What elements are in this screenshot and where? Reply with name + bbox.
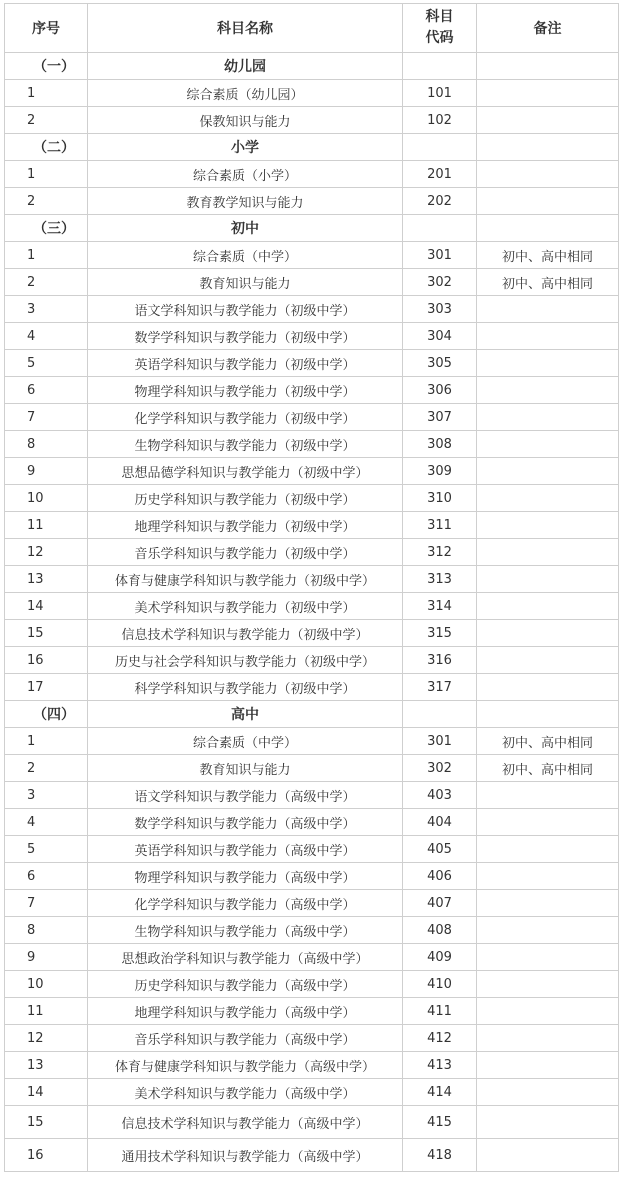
table-row bbox=[5, 1052, 619, 1079]
table-row bbox=[5, 647, 619, 674]
cell-note bbox=[477, 215, 619, 242]
cell-code bbox=[403, 701, 477, 728]
section-row bbox=[5, 701, 619, 728]
cell-seq: 5 bbox=[5, 350, 88, 377]
cell-note bbox=[477, 1079, 619, 1106]
cell-note: 初中、高中相同 bbox=[477, 728, 619, 755]
cell-seq: 7 bbox=[5, 890, 88, 917]
cell-seq: 14 bbox=[5, 1079, 88, 1106]
table-row bbox=[5, 809, 619, 836]
cell-seq: 4 bbox=[5, 809, 88, 836]
table-row bbox=[5, 242, 619, 269]
cell-seq: 3 bbox=[5, 296, 88, 323]
cell-seq: 8 bbox=[5, 431, 88, 458]
cell-seq: 2 bbox=[5, 269, 88, 296]
cell-code: 409 bbox=[403, 944, 477, 971]
cell-note bbox=[477, 647, 619, 674]
cell-note bbox=[477, 377, 619, 404]
cell-name: 历史学科知识与教学能力（高级中学） bbox=[88, 971, 403, 998]
cell-code: 309 bbox=[403, 458, 477, 485]
cell-name: 科学学科知识与教学能力（初级中学） bbox=[88, 674, 403, 701]
table-row bbox=[5, 80, 619, 107]
header-code-line1: 科目 bbox=[425, 9, 454, 25]
cell-code: 404 bbox=[403, 809, 477, 836]
cell-code: 317 bbox=[403, 674, 477, 701]
table-row bbox=[5, 998, 619, 1025]
cell-seq: 6 bbox=[5, 377, 88, 404]
cell-code: 403 bbox=[403, 782, 477, 809]
cell-note bbox=[477, 296, 619, 323]
cell-code: 302 bbox=[403, 269, 477, 296]
cell-name: 历史与社会学科知识与教学能力（初级中学） bbox=[88, 647, 403, 674]
cell-name: 生物学科知识与教学能力（高级中学） bbox=[88, 917, 403, 944]
cell-code: 102 bbox=[403, 107, 477, 134]
cell-seq: 14 bbox=[5, 593, 88, 620]
table-row bbox=[5, 917, 619, 944]
cell-seq: 10 bbox=[5, 971, 88, 998]
header-code bbox=[403, 4, 477, 53]
cell-code: 307 bbox=[403, 404, 477, 431]
cell-code bbox=[403, 134, 477, 161]
subject-table bbox=[4, 3, 619, 1172]
header-seq: 序号 bbox=[5, 4, 88, 53]
cell-name: 信息技术学科知识与教学能力（初级中学） bbox=[88, 620, 403, 647]
cell-note bbox=[477, 701, 619, 728]
table-row bbox=[5, 890, 619, 917]
cell-seq: 7 bbox=[5, 404, 88, 431]
table-row bbox=[5, 269, 619, 296]
cell-name: 保教知识与能力 bbox=[88, 107, 403, 134]
cell-note bbox=[477, 458, 619, 485]
section-row bbox=[5, 215, 619, 242]
header-name: 科目名称 bbox=[88, 4, 403, 53]
cell-name: 地理学科知识与教学能力（初级中学） bbox=[88, 512, 403, 539]
table-row bbox=[5, 350, 619, 377]
cell-seq: （三） bbox=[5, 215, 88, 242]
cell-note bbox=[477, 1139, 619, 1172]
cell-note bbox=[477, 1025, 619, 1052]
cell-code: 302 bbox=[403, 755, 477, 782]
cell-name: 高中 bbox=[88, 701, 403, 728]
cell-code: 305 bbox=[403, 350, 477, 377]
table-row bbox=[5, 431, 619, 458]
cell-note bbox=[477, 485, 619, 512]
cell-seq: 9 bbox=[5, 944, 88, 971]
cell-seq: 17 bbox=[5, 674, 88, 701]
cell-seq: 9 bbox=[5, 458, 88, 485]
cell-code: 201 bbox=[403, 161, 477, 188]
cell-code: 311 bbox=[403, 512, 477, 539]
cell-code: 415 bbox=[403, 1106, 477, 1139]
cell-note bbox=[477, 998, 619, 1025]
cell-note: 初中、高中相同 bbox=[477, 269, 619, 296]
table-row bbox=[5, 1025, 619, 1052]
cell-note bbox=[477, 539, 619, 566]
cell-note bbox=[477, 161, 619, 188]
cell-note bbox=[477, 1052, 619, 1079]
cell-seq: 12 bbox=[5, 1025, 88, 1052]
cell-name: 思想政治学科知识与教学能力（高级中学） bbox=[88, 944, 403, 971]
cell-seq: 10 bbox=[5, 485, 88, 512]
cell-code: 313 bbox=[403, 566, 477, 593]
cell-note bbox=[477, 404, 619, 431]
section-row bbox=[5, 134, 619, 161]
table-row bbox=[5, 620, 619, 647]
cell-note: 初中、高中相同 bbox=[477, 242, 619, 269]
cell-note bbox=[477, 107, 619, 134]
cell-note bbox=[477, 80, 619, 107]
cell-seq: 1 bbox=[5, 161, 88, 188]
cell-code: 412 bbox=[403, 1025, 477, 1052]
table-row bbox=[5, 377, 619, 404]
cell-name: 化学学科知识与教学能力（高级中学） bbox=[88, 890, 403, 917]
cell-name: 英语学科知识与教学能力（高级中学） bbox=[88, 836, 403, 863]
cell-name: 物理学科知识与教学能力（高级中学） bbox=[88, 863, 403, 890]
table-row bbox=[5, 755, 619, 782]
table-row bbox=[5, 512, 619, 539]
cell-name: 综合素质（中学） bbox=[88, 242, 403, 269]
cell-note bbox=[477, 323, 619, 350]
cell-name: 通用技术学科知识与教学能力（高级中学） bbox=[88, 1139, 403, 1172]
cell-seq: 16 bbox=[5, 647, 88, 674]
cell-name: 小学 bbox=[88, 134, 403, 161]
table-row bbox=[5, 566, 619, 593]
cell-note bbox=[477, 944, 619, 971]
cell-seq: （四） bbox=[5, 701, 88, 728]
cell-seq: 11 bbox=[5, 512, 88, 539]
table-row bbox=[5, 863, 619, 890]
cell-note bbox=[477, 350, 619, 377]
cell-code: 308 bbox=[403, 431, 477, 458]
cell-code: 418 bbox=[403, 1139, 477, 1172]
cell-code: 407 bbox=[403, 890, 477, 917]
cell-name: 地理学科知识与教学能力（高级中学） bbox=[88, 998, 403, 1025]
cell-note bbox=[477, 188, 619, 215]
cell-note bbox=[477, 593, 619, 620]
cell-seq: 4 bbox=[5, 323, 88, 350]
cell-code: 406 bbox=[403, 863, 477, 890]
cell-seq: 5 bbox=[5, 836, 88, 863]
table-row bbox=[5, 728, 619, 755]
table-row bbox=[5, 404, 619, 431]
cell-note bbox=[477, 782, 619, 809]
cell-name: 思想品德学科知识与教学能力（初级中学） bbox=[88, 458, 403, 485]
cell-seq: 1 bbox=[5, 728, 88, 755]
cell-note bbox=[477, 971, 619, 998]
cell-note bbox=[477, 836, 619, 863]
cell-name: 教育教学知识与能力 bbox=[88, 188, 403, 215]
header-note: 备注 bbox=[477, 4, 619, 53]
cell-code: 304 bbox=[403, 323, 477, 350]
cell-note bbox=[477, 134, 619, 161]
cell-code: 413 bbox=[403, 1052, 477, 1079]
cell-name: 音乐学科知识与教学能力（高级中学） bbox=[88, 1025, 403, 1052]
cell-code: 312 bbox=[403, 539, 477, 566]
cell-code: 414 bbox=[403, 1079, 477, 1106]
table-row bbox=[5, 971, 619, 998]
cell-name: 美术学科知识与教学能力（初级中学） bbox=[88, 593, 403, 620]
cell-seq: 13 bbox=[5, 566, 88, 593]
cell-name: 体育与健康学科知识与教学能力（初级中学） bbox=[88, 566, 403, 593]
cell-name: 初中 bbox=[88, 215, 403, 242]
cell-name: 英语学科知识与教学能力（初级中学） bbox=[88, 350, 403, 377]
cell-seq: 16 bbox=[5, 1139, 88, 1172]
cell-name: 化学学科知识与教学能力（初级中学） bbox=[88, 404, 403, 431]
cell-note bbox=[477, 512, 619, 539]
cell-note bbox=[477, 809, 619, 836]
cell-note bbox=[477, 917, 619, 944]
cell-code bbox=[403, 215, 477, 242]
subject-table-body bbox=[5, 4, 619, 1172]
cell-name: 综合素质（小学） bbox=[88, 161, 403, 188]
cell-seq: 3 bbox=[5, 782, 88, 809]
table-row bbox=[5, 782, 619, 809]
cell-seq: 6 bbox=[5, 863, 88, 890]
table-row bbox=[5, 1106, 619, 1139]
cell-seq: （二） bbox=[5, 134, 88, 161]
cell-name: 物理学科知识与教学能力（初级中学） bbox=[88, 377, 403, 404]
cell-code: 303 bbox=[403, 296, 477, 323]
cell-name: 音乐学科知识与教学能力（初级中学） bbox=[88, 539, 403, 566]
cell-seq: 1 bbox=[5, 80, 88, 107]
cell-code: 301 bbox=[403, 242, 477, 269]
table-row bbox=[5, 593, 619, 620]
cell-name: 数学学科知识与教学能力（高级中学） bbox=[88, 809, 403, 836]
section-row bbox=[5, 53, 619, 80]
cell-code: 410 bbox=[403, 971, 477, 998]
cell-name: 综合素质（中学） bbox=[88, 728, 403, 755]
cell-note bbox=[477, 674, 619, 701]
cell-seq: 2 bbox=[5, 107, 88, 134]
cell-note bbox=[477, 890, 619, 917]
cell-name: 语文学科知识与教学能力（高级中学） bbox=[88, 782, 403, 809]
cell-name: 幼儿园 bbox=[88, 53, 403, 80]
cell-name: 体育与健康学科知识与教学能力（高级中学） bbox=[88, 1052, 403, 1079]
table-row bbox=[5, 674, 619, 701]
cell-note bbox=[477, 566, 619, 593]
cell-seq: 15 bbox=[5, 620, 88, 647]
cell-name: 语文学科知识与教学能力（初级中学） bbox=[88, 296, 403, 323]
cell-name: 教育知识与能力 bbox=[88, 269, 403, 296]
cell-code: 314 bbox=[403, 593, 477, 620]
table-row bbox=[5, 944, 619, 971]
cell-code: 315 bbox=[403, 620, 477, 647]
cell-code: 202 bbox=[403, 188, 477, 215]
cell-code bbox=[403, 53, 477, 80]
cell-seq: 1 bbox=[5, 242, 88, 269]
cell-seq: 12 bbox=[5, 539, 88, 566]
header-code-line2: 代码 bbox=[425, 30, 454, 46]
cell-name: 教育知识与能力 bbox=[88, 755, 403, 782]
cell-name: 综合素质（幼儿园） bbox=[88, 80, 403, 107]
table-row bbox=[5, 1079, 619, 1106]
table-row bbox=[5, 107, 619, 134]
cell-code: 101 bbox=[403, 80, 477, 107]
table-row bbox=[5, 836, 619, 863]
cell-name: 信息技术学科知识与教学能力（高级中学） bbox=[88, 1106, 403, 1139]
cell-note bbox=[477, 863, 619, 890]
table-row bbox=[5, 296, 619, 323]
table-row bbox=[5, 485, 619, 512]
cell-seq: 8 bbox=[5, 917, 88, 944]
table-row bbox=[5, 161, 619, 188]
table-header-row bbox=[5, 4, 619, 53]
cell-seq: （一） bbox=[5, 53, 88, 80]
cell-code: 310 bbox=[403, 485, 477, 512]
cell-note bbox=[477, 431, 619, 458]
table-row bbox=[5, 323, 619, 350]
cell-seq: 13 bbox=[5, 1052, 88, 1079]
cell-note bbox=[477, 53, 619, 80]
cell-code: 316 bbox=[403, 647, 477, 674]
cell-code: 411 bbox=[403, 998, 477, 1025]
table-row bbox=[5, 188, 619, 215]
cell-seq: 2 bbox=[5, 755, 88, 782]
cell-note: 初中、高中相同 bbox=[477, 755, 619, 782]
table-row bbox=[5, 1139, 619, 1172]
cell-note bbox=[477, 1106, 619, 1139]
cell-name: 生物学科知识与教学能力（初级中学） bbox=[88, 431, 403, 458]
cell-name: 美术学科知识与教学能力（高级中学） bbox=[88, 1079, 403, 1106]
cell-code: 306 bbox=[403, 377, 477, 404]
cell-seq: 11 bbox=[5, 998, 88, 1025]
cell-code: 405 bbox=[403, 836, 477, 863]
cell-name: 数学学科知识与教学能力（初级中学） bbox=[88, 323, 403, 350]
cell-seq: 15 bbox=[5, 1106, 88, 1139]
cell-code: 301 bbox=[403, 728, 477, 755]
cell-name: 历史学科知识与教学能力（初级中学） bbox=[88, 485, 403, 512]
table-row bbox=[5, 539, 619, 566]
cell-seq: 2 bbox=[5, 188, 88, 215]
table-row bbox=[5, 458, 619, 485]
cell-note bbox=[477, 620, 619, 647]
cell-code: 408 bbox=[403, 917, 477, 944]
